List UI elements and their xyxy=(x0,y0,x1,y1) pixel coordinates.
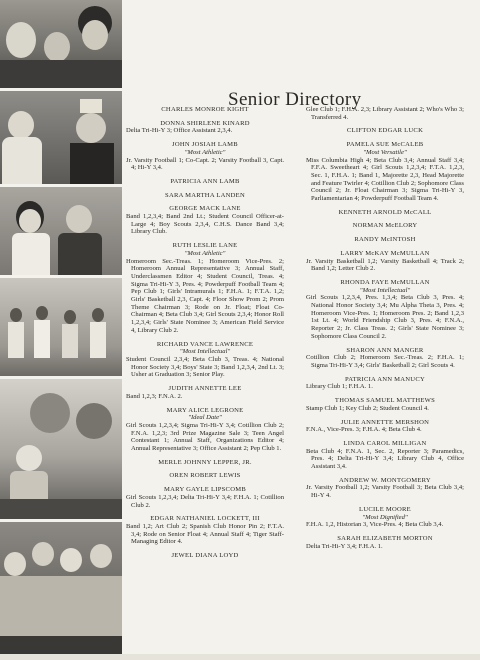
senior-entry xyxy=(306,141,464,203)
senior-entry xyxy=(126,178,284,186)
childhood-photo-siblings xyxy=(0,187,122,275)
directory-column-left xyxy=(126,106,284,560)
senior-name: SARA MARTHA LANDEN xyxy=(165,191,245,199)
senior-entry xyxy=(306,209,464,217)
photo-collage xyxy=(0,0,122,660)
senior-entry xyxy=(306,127,464,135)
senior-entry xyxy=(306,440,464,471)
senior-name: RHONDA FAYE McMULLAN xyxy=(340,278,430,286)
senior-name: SHARON ANN MANGER xyxy=(346,346,424,354)
senior-name: CLIFTON EDGAR LUCK xyxy=(346,127,424,135)
senior-activities: Beta Club 4; F.N.A. 1, Sec. 2, Reporter 3; Paramedics, Pres. 4; Delta Tri-Hi-Y 3,4; Library Club 4, Office Assistant 3,4. xyxy=(306,447,464,471)
senior-name: MARY GAYLE LIPSCOMB xyxy=(164,486,246,494)
childhood-photo-party xyxy=(0,522,122,660)
senior-entry xyxy=(126,459,284,467)
senior-entry xyxy=(126,385,284,400)
senior-activities: Jr. Varsity Basketball 1,2; Varsity Basketball 4; Track 2; Band 1,2; Letter Club 2. xyxy=(306,257,464,273)
senior-entry xyxy=(126,552,284,560)
senior-name: LUCILE MOORE xyxy=(359,505,411,513)
childhood-photo-costumes xyxy=(0,91,122,184)
senior-entry xyxy=(126,242,284,334)
senior-entry xyxy=(126,141,284,172)
senior-entry xyxy=(306,397,464,412)
senior-name: PAMELA SUE McCALEB xyxy=(346,141,424,149)
childhood-photo-group xyxy=(0,0,122,88)
senior-name: JOHN JOSIAH LAMB xyxy=(172,141,238,149)
senior-activities: Delta Tri-Hi-Y 3; Office Assistant 2,3,4. xyxy=(126,127,233,135)
senior-superlative: "Most Athletic" xyxy=(184,148,226,156)
senior-entry xyxy=(126,341,284,380)
senior-activities: Cotillion Club 2; Homeroom Sec.-Treas. 2; F.H.A. 1; Sigma Tri-Hi-Y 3,4; Girls' Basketball 2; Girl Scouts 4. xyxy=(306,354,464,369)
senior-superlative: "Most Intellectual" xyxy=(359,286,411,294)
senior-activities: Jr. Varsity Football 1; Co-Capt. 2; Varsity Football 3, Capt. 4; Hi-Y 3,4. xyxy=(126,156,284,172)
senior-name: JULIE ANNETTE MERSHON xyxy=(340,418,430,426)
senior-activities: Band 1,2; Art Club 2; Spanish Club Honor Pin 2; F.T.A. 3,4; Rode on Senior Float 4; Annual Staff 4; Tiger Staff-Managing Editor 4. xyxy=(126,522,284,546)
senior-activities: Girl Scouts 1,2,3,4; Sigma Tri-Hi-Y 3,4; Cotillion Club 2; F.N.A. 1,2,3; 3rd Prize Magazine Sale 3; Teen Angel Contestant 1; Annual Staff, Organizations Editor 4; Annual Representative 3; Office Assistant 2; Pep Club 1. xyxy=(126,421,284,453)
senior-activities: F.H.A. 1,2, Historian 3, Vice-Pres. 4; Beta Club 3,4. xyxy=(306,521,444,529)
senior-activities: Band 1,2,3,4; Band 2nd Lt.; Student Council Officer-at-Large 4; Boy Scouts 2,3,4, C.H.S. Dance Band 3,4; Library Club. xyxy=(126,213,284,236)
senior-entry xyxy=(306,279,464,341)
senior-entry xyxy=(306,477,464,500)
senior-name: RUTH LESLIE LANE xyxy=(172,242,238,250)
senior-name: OREN ROBERT LEWIS xyxy=(169,472,241,480)
senior-name: RANDY McINTOSH xyxy=(354,236,416,244)
senior-activities: Glee Club 1; F.H.A. 2,3; Library Assistant 2; Who's Who 3; Transferred 4. xyxy=(306,106,464,121)
senior-name: EDGAR NATHANIEL LOCKETT, III xyxy=(150,515,260,523)
senior-activities: Band 1,2,3; F.N.A. 2. xyxy=(126,392,183,400)
senior-activities: Student Council 2,3,4; Beta Club 3, Treas. 4; National Honor Society 3,4; Boys' State 3; Band 1,2,3,4, 2nd Lt. 3; Usher at Graduation 3; Senior Play. xyxy=(126,355,284,379)
senior-name: MARY ALICE LEGRONE xyxy=(166,406,244,414)
page-edge xyxy=(0,654,480,660)
senior-name: LINDA CAROL MILLIGAN xyxy=(343,439,427,447)
senior-name: ANDREW W. MONTGOMERY xyxy=(339,476,431,484)
senior-superlative: "Most Athletic" xyxy=(184,249,226,257)
senior-activities: F.N.A., Vice-Pres. 3; F.H.A. 4; Beta Club 4. xyxy=(306,426,422,434)
senior-name: GEORGE MACK LANE xyxy=(169,205,241,213)
senior-name: THOMAS SAMUEL MATTHEWS xyxy=(334,397,436,405)
senior-entry xyxy=(306,250,464,273)
senior-name: DONNA SHIRLENE KINARD xyxy=(160,119,250,127)
senior-name: MERLE JOHNNY LEPPER, JR. xyxy=(158,458,252,466)
senior-entry xyxy=(306,347,464,370)
senior-activities: Library Club 1; F.H.A. 1. xyxy=(306,383,373,391)
senior-activities: Stamp Club 1; Key Club 2; Student Council 4. xyxy=(306,404,429,412)
senior-superlative: "Most Intellectual" xyxy=(179,348,231,356)
senior-entry-continued xyxy=(306,106,464,121)
senior-name: NORMAN McELORY xyxy=(352,222,418,230)
senior-name: CHARLES MONROE KIGHT xyxy=(161,106,249,113)
directory-column-right xyxy=(306,106,464,550)
senior-name: LARRY McKAY McMULLAN xyxy=(340,249,430,257)
senior-name: KENNETH ARNOLD McCALL xyxy=(338,208,432,216)
childhood-photo-outdoors xyxy=(0,278,122,376)
senior-activities: Jr. Varsity Football 1,2; Varsity Football 3; Beta Club 3,4; Hi-Y 4. xyxy=(306,484,464,500)
senior-superlative: "Most Dignified" xyxy=(362,513,408,521)
senior-entry xyxy=(306,376,464,391)
senior-activities: Miss Columbia High 4; Beta Club 3,4; Annual Staff 3,4; F.F.A. Sweetheart 4; Girl Scouts 1,2,3,4; F.T.A. 1,2,3, Sec. 1, F.H.A. 1; Band 1, Majorette 2,3, Head Majorette and Feature Twirler 4; Cotillion Club 2; Sophomore Class Council 2; Jr. Float Chairman 3; Sigma Tri-Hi-Y 3, Parliamentarian 4; Powderpuff Football Team 4. xyxy=(306,156,464,203)
senior-entry xyxy=(126,106,284,114)
senior-entry xyxy=(126,407,284,453)
page-title: Senior Directory xyxy=(228,89,362,110)
senior-entry xyxy=(306,535,464,550)
senior-name: SARAH ELIZABETH MORTON xyxy=(337,534,433,542)
senior-activities: Homeroom Sec.-Treas. 1; Homeroom Vice-Pres. 2; Homeroom Annual Representative 3; Annual Staff, Underclassmen Editor 4; Student Council, Treas. 4; Sigma Tri-Hi-Y 3, Pres. 4; Powderpuff Football Team 4; Pep Club 1; Girls' Intramurals 1; F.H.A. 1; F.T.A. 1,2; Girls' Basketball 2,3, Capt. 4; Floor Show Prom 2; Prom Theme Chairman 3; Rode on Jr. Float; Float Co-Chairman 4; Beta Club 3,4; Girl Scouts 2,3,4; Honor Roll 1,2,3,4; Girls' State Nominee 3; American Field Service 4, Library Club 2. xyxy=(126,257,284,334)
senior-activities: Girl Scouts 1,2,3,4; Delta Tri-Hi-Y 3,4; F.H.A. 1; Cotillion Club 2. xyxy=(126,493,284,509)
senior-name: PATRICIA ANN LAMB xyxy=(170,177,240,185)
senior-superlative: "Most Versatile" xyxy=(363,148,407,156)
senior-entry xyxy=(126,192,284,200)
senior-entry xyxy=(126,120,284,135)
senior-activities: Girl Scouts 1,2,3,4, Pres. 1,3,4; Beta Club 3, Pres. 4; National Honor Society 3,4; Mu Alpha Theta 3, Pres. 4; Homeroom Vice-Pres. 1; Homeroom Pres. 2; Band 1,2,3 1st Lt. 4; World Friendship Club 3, Pres. 4; F.N.A., Reporter 2; Jr. Class Treas. 2; Girls' State Nominee 3; Sophomore Class Council 2. xyxy=(306,294,464,340)
senior-entry xyxy=(306,506,464,529)
senior-entry xyxy=(306,222,464,230)
senior-name: JUDITH ANNETTE LEE xyxy=(168,385,242,393)
senior-name: JEWEL DIANA LOYD xyxy=(171,552,239,560)
senior-entry xyxy=(126,515,284,546)
senior-superlative: "Ideal Date" xyxy=(188,414,222,422)
childhood-photo-yard xyxy=(0,379,122,519)
senior-entry xyxy=(306,419,464,434)
senior-entry xyxy=(126,472,284,480)
senior-entry xyxy=(126,486,284,509)
senior-activities: Delta Tri-Hi-Y 3,4; F.H.A. 1. xyxy=(306,542,383,550)
senior-entry xyxy=(306,236,464,244)
senior-entry xyxy=(126,205,284,236)
senior-name: RICHARD VANCE LAWRENCE xyxy=(156,340,254,348)
senior-name: PATRICIA ANN MANUCY xyxy=(345,375,425,383)
